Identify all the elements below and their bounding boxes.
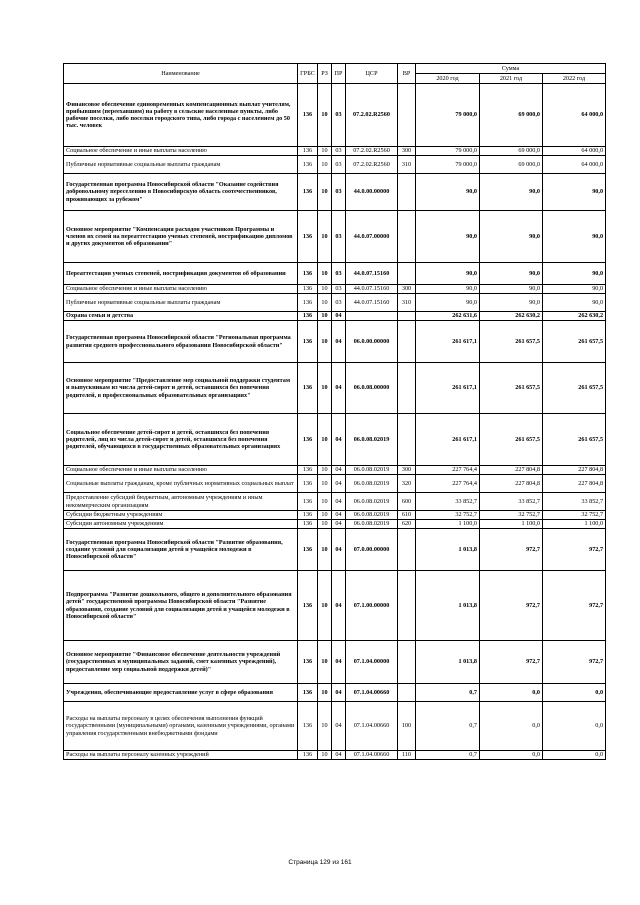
cell-pr: 04	[332, 520, 346, 529]
cell-pr: 04	[332, 684, 346, 702]
col-grbs-header: ГРБС	[298, 64, 318, 84]
cell-rz: 10	[318, 84, 332, 147]
cell-grbs: 136	[298, 211, 318, 263]
cell-2021: 69 000,0	[480, 147, 543, 156]
table-row	[64, 520, 606, 529]
cell-vr: 100	[398, 702, 416, 751]
cell-name: Субсидии бюджетным учреждениям	[64, 511, 298, 520]
cell-2021: 69 000,0	[480, 84, 543, 147]
cell-csr: 07.1.00.00000	[346, 571, 398, 641]
col-vr-header: ВР	[398, 64, 416, 84]
cell-2022: 90,0	[543, 294, 606, 312]
cell-vr	[398, 211, 416, 263]
cell-rz: 10	[318, 475, 332, 493]
cell-2020: 90,0	[416, 285, 480, 294]
cell-2022: 227 804,8	[543, 466, 606, 475]
cell-csr: 06.0.08.02019	[346, 414, 398, 466]
cell-csr: 06.0.08.00000	[346, 363, 398, 414]
cell-pr: 04	[332, 475, 346, 493]
cell-name: Социальное обеспечение и иные выплаты населению	[64, 147, 298, 156]
table-body	[64, 84, 606, 760]
table-row	[64, 174, 606, 211]
table-row	[64, 475, 606, 493]
cell-2021: 69 000,0	[480, 156, 543, 174]
cell-2022: 90,0	[543, 285, 606, 294]
table-row	[64, 84, 606, 147]
col-2020-header: 2020 год	[416, 74, 480, 84]
cell-pr: 04	[332, 641, 346, 684]
cell-rz: 10	[318, 493, 332, 511]
cell-pr: 03	[332, 285, 346, 294]
cell-vr	[398, 684, 416, 702]
cell-csr: 06.0.08.02019	[346, 493, 398, 511]
cell-csr: 06.0.08.02019	[346, 520, 398, 529]
cell-vr	[398, 363, 416, 414]
cell-pr: 04	[332, 321, 346, 363]
cell-grbs: 136	[298, 174, 318, 211]
cell-vr: 310	[398, 294, 416, 312]
cell-csr: 06.0.08.02019	[346, 475, 398, 493]
cell-2020: 1 100,0	[416, 520, 480, 529]
table-row	[64, 285, 606, 294]
cell-csr: 06.0.08.02019	[346, 466, 398, 475]
cell-rz: 10	[318, 414, 332, 466]
cell-rz: 10	[318, 147, 332, 156]
cell-2021: 227 804,8	[480, 466, 543, 475]
cell-vr: 300	[398, 466, 416, 475]
cell-name: Подпрограмма "Развитие дошкольного, общего и дополнительного образования детей" государственной программы Новосибирской области "Развитие образования, создание условий для социализации детей и учащейся молодежи в Новосибирской области"	[64, 571, 298, 641]
cell-rz: 10	[318, 285, 332, 294]
cell-csr: 06.0.08.02019	[346, 511, 398, 520]
table-row	[64, 751, 606, 760]
cell-vr: 300	[398, 285, 416, 294]
cell-csr: 44.0.07.15160	[346, 263, 398, 285]
cell-rz: 10	[318, 321, 332, 363]
cell-name: Социальное обеспечение и иные выплаты населению	[64, 285, 298, 294]
cell-rz: 10	[318, 520, 332, 529]
cell-2022: 32 752,7	[543, 511, 606, 520]
budget-table	[63, 63, 606, 760]
cell-2021: 90,0	[480, 174, 543, 211]
cell-name: Переаттестация ученых степеней, нострификация документов об образовании	[64, 263, 298, 285]
cell-grbs: 136	[298, 312, 318, 321]
cell-2021: 1 100,0	[480, 520, 543, 529]
cell-2021: 261 657,5	[480, 363, 543, 414]
cell-grbs: 136	[298, 414, 318, 466]
cell-rz: 10	[318, 511, 332, 520]
cell-2022: 90,0	[543, 211, 606, 263]
cell-vr	[398, 84, 416, 147]
cell-grbs: 136	[298, 321, 318, 363]
cell-2021: 972,7	[480, 571, 543, 641]
cell-name: Социальное обеспечение детей-сирот и детей, оставшихся без попечения родителей, лиц из числа детей-сирот и детей, оставшихся без попечения родителей, обучающихся в государственных образовательных организациях	[64, 414, 298, 466]
cell-2021: 227 804,8	[480, 475, 543, 493]
cell-grbs: 136	[298, 363, 318, 414]
cell-grbs: 136	[298, 702, 318, 751]
cell-vr: 110	[398, 751, 416, 760]
cell-pr: 03	[332, 147, 346, 156]
cell-2022: 33 852,7	[543, 493, 606, 511]
cell-pr: 03	[332, 156, 346, 174]
cell-2022: 64 000,0	[543, 156, 606, 174]
cell-2022: 90,0	[543, 174, 606, 211]
cell-2022: 261 657,5	[543, 414, 606, 466]
table-row	[64, 414, 606, 466]
cell-2021: 0,0	[480, 751, 543, 760]
cell-csr: 07.1.04.00660	[346, 702, 398, 751]
cell-2020: 261 617,1	[416, 321, 480, 363]
page-number: Страница 129 из 161	[288, 859, 352, 866]
cell-vr: 600	[398, 493, 416, 511]
cell-2021: 972,7	[480, 641, 543, 684]
cell-pr: 03	[332, 263, 346, 285]
cell-grbs: 136	[298, 294, 318, 312]
cell-name: Расходы на выплаты персоналу казенных учреждений	[64, 751, 298, 760]
cell-2022: 64 000,0	[543, 147, 606, 156]
cell-2021: 90,0	[480, 263, 543, 285]
cell-csr: 44.0.00.00000	[346, 174, 398, 211]
cell-2022: 64 000,0	[543, 84, 606, 147]
cell-name: Предоставление субсидий бюджетным, автономным учреждениям и иным некоммерческим организациям	[64, 493, 298, 511]
cell-grbs: 136	[298, 147, 318, 156]
cell-grbs: 136	[298, 493, 318, 511]
cell-2021: 972,7	[480, 529, 543, 571]
cell-name: Финансовое обеспечение единовременных компенсационных выплат учителям, прибывшим (переехавшим) на работу в сельские населенные пункты, либо рабочие поселки, либо поселки городского типа, либо города с населением до 50 тыс. человек	[64, 84, 298, 147]
cell-vr: 320	[398, 475, 416, 493]
cell-csr: 44.0.07.15160	[346, 285, 398, 294]
cell-2021: 261 657,5	[480, 414, 543, 466]
cell-2021: 261 657,5	[480, 321, 543, 363]
cell-2022: 0,0	[543, 702, 606, 751]
cell-grbs: 136	[298, 520, 318, 529]
cell-vr	[398, 263, 416, 285]
table-row	[64, 156, 606, 174]
cell-pr: 03	[332, 294, 346, 312]
cell-2020: 90,0	[416, 211, 480, 263]
cell-rz: 10	[318, 641, 332, 684]
cell-2020: 1 013,8	[416, 571, 480, 641]
cell-grbs: 136	[298, 684, 318, 702]
cell-2020: 0,7	[416, 702, 480, 751]
cell-rz: 10	[318, 702, 332, 751]
cell-grbs: 136	[298, 511, 318, 520]
cell-rz: 10	[318, 751, 332, 760]
col-pr-header: ПР	[332, 64, 346, 84]
cell-2020: 1 013,8	[416, 641, 480, 684]
cell-2022: 90,0	[543, 263, 606, 285]
cell-2020: 261 617,1	[416, 363, 480, 414]
cell-pr: 04	[332, 312, 346, 321]
cell-2021: 90,0	[480, 285, 543, 294]
cell-2021: 0,0	[480, 684, 543, 702]
cell-2020: 227 764,4	[416, 466, 480, 475]
cell-csr: 06.0.00.00000	[346, 321, 398, 363]
cell-csr	[346, 312, 398, 321]
cell-rz: 10	[318, 363, 332, 414]
cell-pr: 04	[332, 466, 346, 475]
cell-vr	[398, 414, 416, 466]
cell-csr: 44.0.07.00000	[346, 211, 398, 263]
cell-vr: 310	[398, 156, 416, 174]
cell-vr	[398, 312, 416, 321]
cell-2022: 0,0	[543, 684, 606, 702]
cell-2020: 79 000,0	[416, 147, 480, 156]
cell-grbs: 136	[298, 529, 318, 571]
table-row	[64, 571, 606, 641]
col-csr-header: ЦСР	[346, 64, 398, 84]
table-row	[64, 529, 606, 571]
cell-pr: 04	[332, 363, 346, 414]
cell-grbs: 136	[298, 641, 318, 684]
cell-vr: 610	[398, 511, 416, 520]
table-row	[64, 466, 606, 475]
table-row	[64, 702, 606, 751]
cell-name: Основное мероприятие "Компенсация расходов участников Программы и членов их семей на переаттестацию ученых степеней, нострификацию дипломов и других документов об образовании"	[64, 211, 298, 263]
cell-name: Основное мероприятие "Финансовое обеспечение деятельности учреждений (государственных и муниципальных заданий, смет казенных учреждений), предоставление мер социальной поддержки детей)"	[64, 641, 298, 684]
cell-pr: 03	[332, 211, 346, 263]
cell-2020: 90,0	[416, 294, 480, 312]
cell-pr: 04	[332, 414, 346, 466]
table-row	[64, 511, 606, 520]
cell-2022: 261 657,5	[543, 363, 606, 414]
cell-rz: 10	[318, 529, 332, 571]
cell-pr: 04	[332, 702, 346, 751]
table-row	[64, 493, 606, 511]
cell-rz: 10	[318, 684, 332, 702]
cell-2021: 90,0	[480, 211, 543, 263]
cell-grbs: 136	[298, 475, 318, 493]
cell-name: Расходы на выплаты персоналу в целях обеспечения выполнения функций государственными (муниципальными) органами, казенными учреждениями, органами управления государственными внебюджетными фондами	[64, 702, 298, 751]
cell-2021: 32 752,7	[480, 511, 543, 520]
cell-name: Субсидии автономным учреждениям	[64, 520, 298, 529]
cell-2022: 0,0	[543, 751, 606, 760]
cell-rz: 10	[318, 294, 332, 312]
cell-2022: 972,7	[543, 641, 606, 684]
col-rz-header: РЗ	[318, 64, 332, 84]
cell-rz: 10	[318, 263, 332, 285]
cell-2021: 0,0	[480, 702, 543, 751]
cell-2020: 262 631,6	[416, 312, 480, 321]
cell-grbs: 136	[298, 84, 318, 147]
cell-2021: 33 852,7	[480, 493, 543, 511]
cell-2020: 90,0	[416, 263, 480, 285]
cell-grbs: 136	[298, 263, 318, 285]
cell-grbs: 136	[298, 571, 318, 641]
cell-2021: 262 630,2	[480, 312, 543, 321]
col-name-header: Наименование	[64, 64, 298, 84]
cell-rz: 10	[318, 312, 332, 321]
cell-name: Социальное обеспечение и иные выплаты населению	[64, 466, 298, 475]
table-row	[64, 321, 606, 363]
cell-pr: 04	[332, 751, 346, 760]
cell-2022: 261 657,5	[543, 321, 606, 363]
col-2021-header: 2021 год	[480, 74, 543, 84]
cell-rz: 10	[318, 571, 332, 641]
cell-csr: 07.1.04.00660	[346, 751, 398, 760]
table-row	[64, 211, 606, 263]
cell-pr: 04	[332, 511, 346, 520]
cell-vr: 620	[398, 520, 416, 529]
cell-csr: 07.2.02.R2560	[346, 156, 398, 174]
cell-name: Публичные нормативные социальные выплаты гражданам	[64, 156, 298, 174]
cell-name: Государственная программа Новосибирской области "Региональная программа развития среднего профессионального образования Новосибирской области"	[64, 321, 298, 363]
cell-grbs: 136	[298, 466, 318, 475]
table-row	[64, 641, 606, 684]
cell-name: Социальные выплаты гражданам, кроме публичных нормативных социальных выплат	[64, 475, 298, 493]
cell-pr: 04	[332, 529, 346, 571]
cell-pr: 04	[332, 493, 346, 511]
col-2022-header: 2022 год	[543, 74, 606, 84]
table-header	[64, 64, 606, 84]
cell-csr: 07.0.00.00000	[346, 529, 398, 571]
cell-grbs: 136	[298, 751, 318, 760]
table-row	[64, 263, 606, 285]
cell-2020: 79 000,0	[416, 84, 480, 147]
cell-csr: 07.2.02.R2560	[346, 84, 398, 147]
cell-2020: 1 013,8	[416, 529, 480, 571]
table-row	[64, 147, 606, 156]
cell-rz: 10	[318, 156, 332, 174]
cell-pr: 04	[332, 571, 346, 641]
cell-2020: 32 752,7	[416, 511, 480, 520]
cell-2020: 33 852,7	[416, 493, 480, 511]
cell-2020: 79 000,0	[416, 156, 480, 174]
cell-rz: 10	[318, 174, 332, 211]
cell-grbs: 136	[298, 285, 318, 294]
cell-rz: 10	[318, 211, 332, 263]
cell-pr: 03	[332, 84, 346, 147]
cell-vr	[398, 571, 416, 641]
cell-name: Государственная программа Новосибирской области "Развитие образования, создание условий для социализации детей и учащейся молодежи в Новосибирской области"	[64, 529, 298, 571]
table-row	[64, 363, 606, 414]
cell-grbs: 136	[298, 156, 318, 174]
cell-2022: 1 100,0	[543, 520, 606, 529]
cell-2022: 262 630,2	[543, 312, 606, 321]
cell-vr	[398, 641, 416, 684]
table-row	[64, 294, 606, 312]
cell-2022: 227 804,8	[543, 475, 606, 493]
cell-2020: 0,7	[416, 751, 480, 760]
cell-2020: 227 764,4	[416, 475, 480, 493]
cell-csr: 07.1.04.00660	[346, 684, 398, 702]
cell-rz: 10	[318, 466, 332, 475]
cell-vr	[398, 529, 416, 571]
cell-name: Учреждения, обеспечивающие предоставление услуг в сфере образования	[64, 684, 298, 702]
cell-vr: 300	[398, 147, 416, 156]
cell-2020: 261 617,1	[416, 414, 480, 466]
cell-csr: 07.1.04.00000	[346, 641, 398, 684]
cell-2022: 972,7	[543, 529, 606, 571]
table-row	[64, 684, 606, 702]
cell-name: Публичные нормативные социальные выплаты гражданам	[64, 294, 298, 312]
cell-csr: 07.2.02.R2560	[346, 147, 398, 156]
cell-2020: 0,7	[416, 684, 480, 702]
col-sum-header: Сумма	[416, 64, 606, 74]
cell-vr	[398, 321, 416, 363]
cell-name: Государственная программа Новосибирской области "Оказание содействия добровольному переселению в Новосибирскую область соотечественников, проживающих за рубежом"	[64, 174, 298, 211]
cell-name: Основное мероприятие "Предоставление мер социальной поддержки студентам и выпускникам из числа детей-сирот и детей, оставшихся без попечения родителей, в профессиональных образовательных организациях"	[64, 363, 298, 414]
cell-2021: 90,0	[480, 294, 543, 312]
cell-2020: 90,0	[416, 174, 480, 211]
cell-csr: 44.0.07.15160	[346, 294, 398, 312]
cell-pr: 03	[332, 174, 346, 211]
table-row	[64, 312, 606, 321]
cell-name: Охрана семьи и детства	[64, 312, 298, 321]
cell-vr	[398, 174, 416, 211]
cell-2022: 972,7	[543, 571, 606, 641]
